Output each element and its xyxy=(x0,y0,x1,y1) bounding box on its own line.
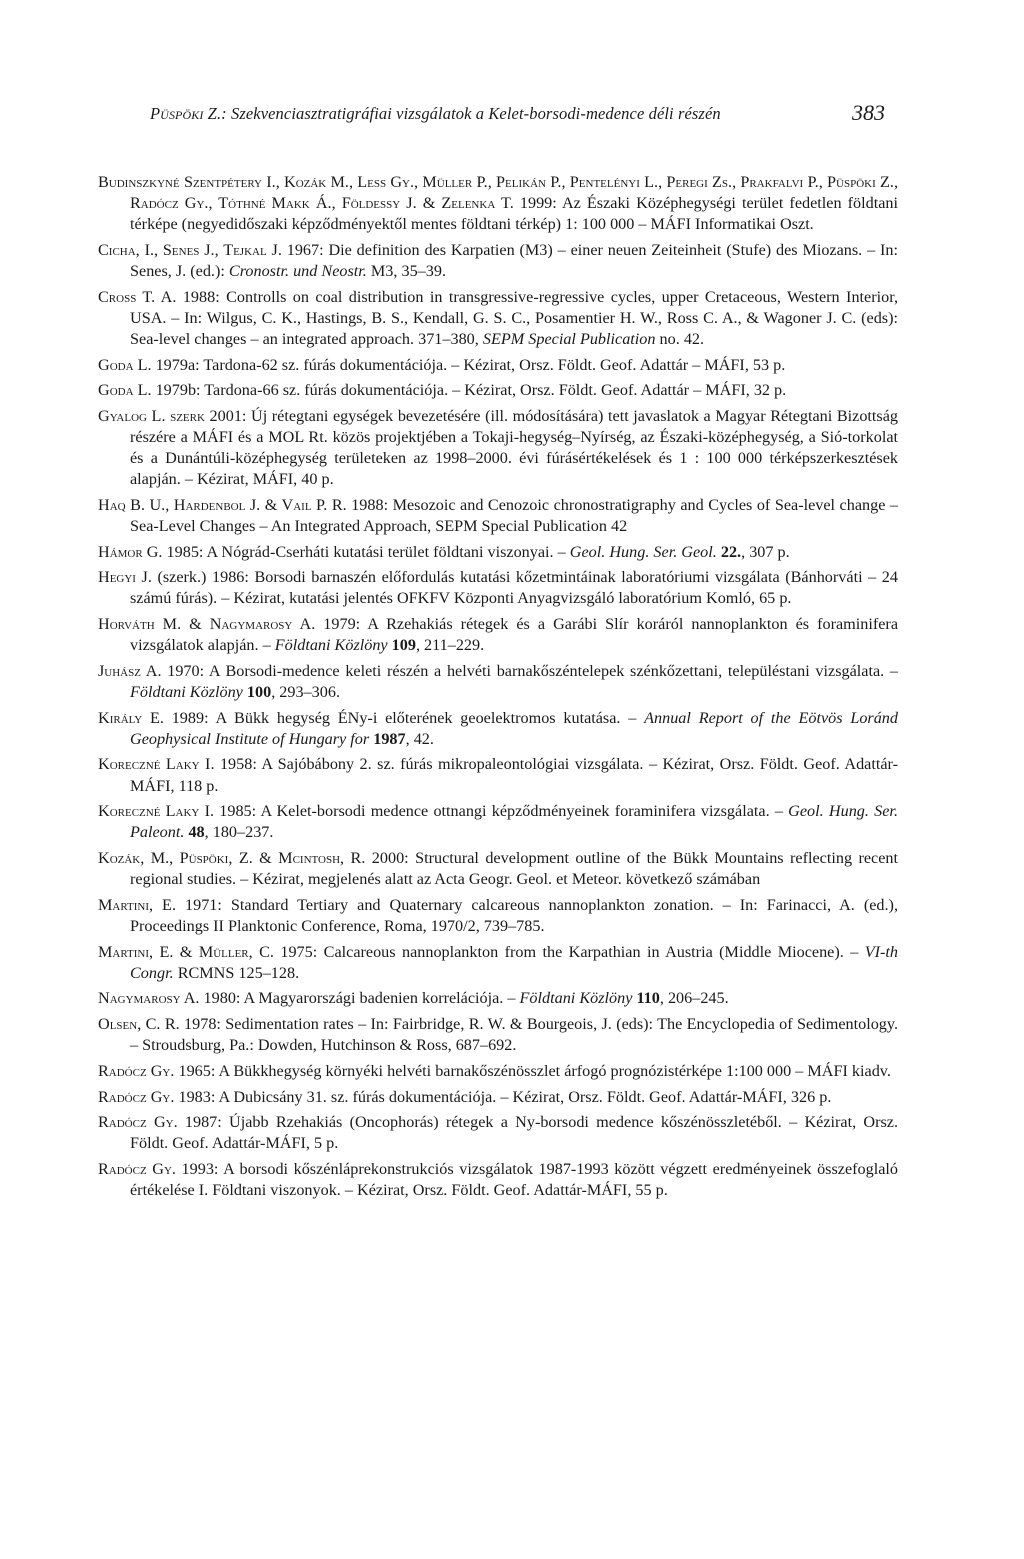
reference-author: Koreczné Laky I. xyxy=(98,755,215,774)
reference-item xyxy=(98,1159,898,1201)
reference-text: 1988: Controlls on coal distribution in transgressive-regressive cycles, upper Cretaceous, Western Interior, USA. – In: Wilgus, C. K., Hastings, B. S., Kendall, G. S. C., Posamentier H. W., Ross C. A., & Wagoner J. C. (eds): Sea-level changes – an integrated approach. 371–380, xyxy=(130,287,898,348)
reference-item xyxy=(98,1087,898,1108)
reference-author: Kozák, M., Püspöki, Z. & Mcintosh, R. xyxy=(98,849,366,868)
reference-author: Radócz Gy. xyxy=(98,1087,175,1106)
reference-source: Cronostr. und Neostr. xyxy=(228,261,367,280)
reference-author: Koreczné Laky I. xyxy=(98,802,215,821)
reference-item xyxy=(98,380,898,401)
reference-author: Juhász A. xyxy=(98,661,162,680)
reference-author: Goda L. xyxy=(98,381,152,400)
reference-item xyxy=(98,988,898,1009)
reference-item xyxy=(98,1112,898,1154)
reference-author: Radócz Gy. xyxy=(98,1160,176,1178)
reference-author: Martini, E. xyxy=(98,895,176,914)
reference-item xyxy=(98,355,898,376)
reference-author: Cross T. A. xyxy=(98,287,177,306)
reference-text: 1980: A Magyarországi badenien korrelációja. – xyxy=(199,989,520,1008)
reference-text: 1979: A Rzehakiás rétegek és a Garábi Slír koráról nannoplankton és foraminifera vizsgálatok alapján. – xyxy=(130,615,898,655)
reference-item xyxy=(98,754,898,796)
reference-pages: , 307 p. xyxy=(741,542,790,561)
reference-author: Gyalog L. szerk xyxy=(98,406,205,425)
reference-author: Király E. xyxy=(98,708,164,727)
reference-text: 1967: Die definition des Karpatien (M3) – einer neuen Zeiteinheit (Stufe) des Miozans. – In: Senes, J. (ed.): xyxy=(130,240,898,280)
reference-source: Földtani Közlöny xyxy=(519,989,633,1008)
reference-text: 2000: Structural development outline of the Bükk Mountains reflecting recent regional studies. – Kézirat, megjelenés alatt az Acta Geogr. Geol. et Meteor. következő számában xyxy=(130,849,898,889)
running-head-author: Püspöki Z. xyxy=(150,104,222,123)
reference-item xyxy=(98,661,898,703)
reference-pages: , 180–237. xyxy=(204,823,274,842)
reference-pages: no. 42. xyxy=(655,329,705,348)
reference-list xyxy=(98,172,898,1206)
reference-item xyxy=(98,942,898,984)
reference-source: Földtani Közlöny xyxy=(130,683,243,701)
reference-source: SEPM Special Publication xyxy=(482,329,656,348)
reference-pages: M3, 35–39. xyxy=(366,261,446,280)
reference-author: Olsen, C. R. xyxy=(98,1015,180,1034)
reference-item xyxy=(98,287,898,350)
reference-text: 1965: A Bükkhegység környéki helvéti barnakőszénösszlet árfogó prognózistérképe 1:100 000 – MÁFI kiadv. xyxy=(174,1061,891,1080)
reference-text: 1979a: Tardona-62 sz. fúrás dokumentációja. – Kézirat, Orsz. Földt. Geof. Adattár – MÁFI, 53 p. xyxy=(151,355,786,374)
reference-text: 1970: A Borsodi-medence keleti részén a helvéti barnakőszéntelepek szénkőzettani, településtani vizsgálata. – xyxy=(161,661,898,680)
reference-item xyxy=(98,614,898,656)
reference-volume: 110 xyxy=(632,989,660,1008)
reference-text: 1975: Calcareous nannoplankton from the Karpathian in Austria (Middle Miocene). – xyxy=(273,942,865,961)
reference-text: 2001: Új rétegtani egységek bevezetésére (ill. módosítására) tett javaslatok a Magyar Rétegtani Bizottság részére a MÁFI és a MOL Rt. közös projektjében a Tokaji-hegység–Nyírség, az Északi-középhegység, a Sió-torkolat és a Dunántúli-középhegység területeken az 1998–2000. évi fúrásértékelések és 1 : 100 000 térképszerkesztések alapján. – Kézirat, MÁFI, 40 p. xyxy=(130,406,898,489)
reference-source: VI-th Congr. xyxy=(130,942,898,982)
reference-text: 1999: Az Északi Középhegységi terület fedetlen földtani térképe (negyedidőszaki képződményektől mentes földtani térkép) 1: 100 000 – MÁFI Informatikai Oszt. xyxy=(130,194,898,234)
reference-author: Martini, E. & Müller, C. xyxy=(98,942,274,961)
reference-volume: 109 xyxy=(387,636,416,655)
reference-item xyxy=(98,172,898,235)
reference-text: (szerk.) 1986: Borsodi barnaszén előfordulás kutatási kőzetmintáinak laboratóriumi vizsgálata (Bánhorváti – 24 számú fúrás). – Kézirat, kutatási jelentés OFKFV Központi Anyagvizsgáló laboratórium Komló, 65 p. xyxy=(130,568,898,608)
reference-item xyxy=(98,406,898,490)
running-head-title: : Szekvenciasztratigráfiai vizsgálatok a Kelet-borsodi-medence déli részén xyxy=(221,104,721,123)
reference-source: Geol. Hung. Ser. Paleont. xyxy=(130,802,898,842)
reference-item xyxy=(98,240,898,282)
reference-item xyxy=(98,542,898,563)
reference-author: Hegyi J. xyxy=(98,568,152,587)
reference-text: 1987: Újabb Rzehakiás (Oncophorás) rétegek a Ny-borsodi medence kőszénösszletéből. – Kézirat, Orsz. Földt. Geof. Adattár-MÁFI, 5 p. xyxy=(130,1113,898,1153)
reference-item xyxy=(98,495,898,537)
reference-author: Goda L. xyxy=(98,355,152,374)
reference-text: 1985: A Kelet-borsodi medence ottnangi képződményeinek foraminifera vizsgálata. – xyxy=(214,802,789,821)
reference-pages: , 42. xyxy=(405,729,434,748)
reference-author: Cicha, I., Senes J., Tejkal J. xyxy=(98,240,282,259)
reference-text: 1958: A Sajóbábony 2. sz. fúrás mikropaleontológiai vizsgálata. – Kézirat, Orsz. Földt. Geof. Adattár-MÁFI, 118 p. xyxy=(130,755,898,795)
reference-author: Radócz Gy. xyxy=(98,1061,175,1080)
reference-volume: 22. xyxy=(716,542,742,561)
reference-item xyxy=(98,895,898,937)
reference-text: 1971: Standard Tertiary and Quaternary calcareous nannoplankton zonation. – In: Farinacci, A. (ed.), Proceedings II Planktonic Conference, Roma, 1970/2, 739–785. xyxy=(130,895,898,935)
reference-source: Geol. Hung. Ser. Geol. xyxy=(569,542,717,561)
reference-pages: , 211–229. xyxy=(415,636,485,655)
reference-text: 1993: A borsodi kőszénláprekonstrukciós vizsgálatok 1987-1993 között végzett eredményeinek összefoglaló értékelése I. Földtani viszonyok. – Kézirat, Orsz. Földt. Geof. Adattár-MÁFI, 55 p. xyxy=(130,1160,898,1200)
reference-text: 1989: A Bükk hegység ÉNy-i előterének geoelektromos kutatása. – xyxy=(163,708,645,727)
reference-source: Annual Report of the Eötvös Loránd Geophysical Institute of Hungary for xyxy=(130,708,898,748)
reference-pages: RCMNS 125–128. xyxy=(173,963,300,982)
reference-volume: 1987 xyxy=(369,729,406,748)
reference-item xyxy=(98,848,898,890)
reference-text: 1978: Sedimentation rates – In: Fairbridge, R. W. & Bourgeois, J. (eds): The Encyclopedia of Sedimentology. – Stroudsburg, Pa.: Dowden, Hutchinson & Ross, 687–692. xyxy=(130,1015,898,1055)
reference-pages: , 206–245. xyxy=(659,989,729,1008)
reference-author: Hámor G. xyxy=(98,542,163,561)
reference-item xyxy=(98,567,898,609)
reference-pages: , 293–306. xyxy=(271,683,340,701)
reference-text: 1979b: Tardona-66 sz. fúrás dokumentációja. – Kézirat, Orsz. Földt. Geof. Adattár – MÁFI, 32 p. xyxy=(151,381,787,400)
page-number: 383 xyxy=(852,100,885,125)
reference-author: Haq B. U., Hardenbol J. & Vail P. R. xyxy=(98,495,347,514)
reference-author: Budinszkyné Szentpétery I., Kozák M., Less Gy., Müller P., Pelikán P., Pentelényi L., Peregi Zs., Prakfalvi P., Püspöki Z., Radócz Gy., Tóthné Makk Á., Földessy J. & Zelenka T. xyxy=(98,173,898,213)
reference-volume: 48 xyxy=(184,823,205,842)
reference-item xyxy=(98,708,898,750)
reference-text: 1985: A Nógrád-Cserháti kutatási terület földtani viszonyai. – xyxy=(162,542,570,561)
reference-author: Nagymarosy A. xyxy=(98,989,200,1008)
reference-author: Radócz Gy. xyxy=(98,1113,178,1132)
reference-item xyxy=(98,1061,898,1082)
running-header xyxy=(150,100,885,130)
reference-volume: 100 xyxy=(242,683,272,701)
running-head xyxy=(150,104,721,124)
reference-item xyxy=(98,1014,898,1056)
reference-text: 1988: Mesozoic and Cenozoic chronostratigraphy and Cycles of Sea-level change – Sea-Level Changes – An Integrated Approach, SEPM Special Publication 42 xyxy=(130,495,899,535)
reference-item xyxy=(98,801,898,843)
reference-author: Horváth M. & Nagymarosy A. xyxy=(98,615,316,634)
reference-source: Földtani Közlöny xyxy=(274,636,388,655)
reference-text: 1983: A Dubicsány 31. sz. fúrás dokumentációja. – Kézirat, Orsz. Földt. Geof. Adattár-MÁFI, 326 p. xyxy=(174,1087,832,1106)
